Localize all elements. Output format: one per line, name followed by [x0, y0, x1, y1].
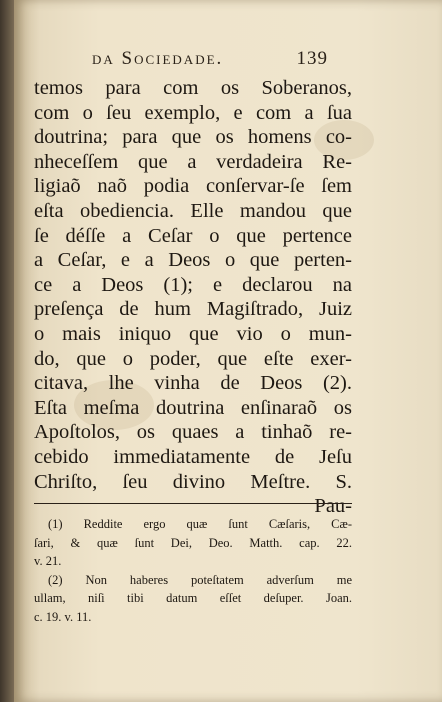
main-text — [34, 76, 352, 519]
text-line: nheceſſem que a verdadeira Re- — [34, 150, 352, 173]
page-number: 139 — [296, 48, 328, 69]
book-spine — [0, 0, 14, 702]
text-line: a Ceſar, e a Deos o que perten- — [34, 249, 352, 272]
text-line: ligiaõ naõ podia conſervar-ſe ſem — [34, 175, 352, 198]
text-line: cebido immediatamente de Jeſu — [34, 445, 352, 468]
text-line: ſe déſſe a Ceſar o que pertence — [34, 224, 352, 247]
text-line: o mais iniquo que vio o mun- — [34, 322, 352, 345]
text-line: Chriſto, ſeu divino Meſtre. S. — [34, 470, 352, 493]
text-line: doutrina; para que os homens co- — [34, 126, 352, 149]
footnote-1-line: ſari, & quæ ſunt Dei, Deo. Matth. cap. 22. — [34, 535, 352, 550]
text-line: temos para com os Soberanos, — [34, 77, 352, 99]
running-title: da Sociedade. — [92, 48, 224, 69]
text-line: com o ſeu exemplo, e com a ſua — [34, 101, 352, 124]
footnotes — [34, 515, 352, 626]
text-line: ce a Deos (1); e declarou na — [34, 273, 352, 296]
text-line: citava, lhe vinha de Deos (2). — [34, 372, 352, 395]
footnote-2-line: (2) Non haberes poteſtatem adverſum me — [48, 572, 352, 587]
footnote-2-line: ullam, niſi tibi datum eſſet deſuper. Joan. — [34, 591, 352, 605]
footnote-2-line: c. 19. v. 11. — [34, 609, 92, 624]
footnote-1-line: (1) Reddite ergo quæ ſunt Cæſaris, Cæ- — [48, 517, 352, 531]
text-line: preſença de hum Magiſtrado, Juiz — [34, 298, 352, 321]
text-line: Eſta meſma doutrina enſinaraõ os — [34, 396, 352, 419]
footnote-divider — [34, 503, 352, 504]
text-line: do, que o poder, que eſte exer- — [34, 347, 352, 370]
text-line: Apoſtolos, os quaes a tinhaõ re- — [34, 421, 352, 444]
catchword: Pau- — [314, 495, 352, 518]
footnote-1-line: v. 21. — [34, 554, 62, 568]
text-line: eſta obediencia. Elle mandou que — [34, 199, 352, 222]
